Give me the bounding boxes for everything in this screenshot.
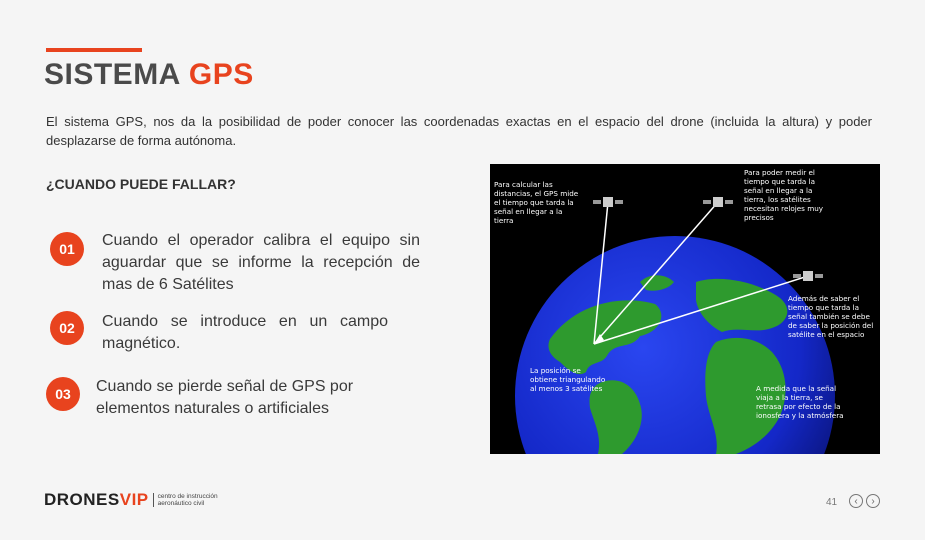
note-bottom-right: A medida que la señal viaja a la tierra, se retrasa por efecto de la ionosfera y la atmósfera: [756, 384, 844, 420]
logo-wordmark: [44, 490, 149, 510]
item-text-3: Cuando se pierde señal de GPS por elementos naturales o artificiales: [96, 378, 354, 417]
title-accent: GPS: [188, 58, 254, 91]
note-bottom-left: La posición se obtiene triangulando al menos 3 satélites: [530, 366, 606, 393]
note-top-left: Para calcular las distancias, el GPS mide el tiempo que tarda la señal en llegar a la tierra: [494, 180, 579, 225]
item-badge-1: 01: [50, 232, 84, 266]
satellite-icon-1: [593, 197, 623, 207]
title-main: SISTEMA: [44, 58, 181, 91]
intro-paragraph: El sistema GPS, nos da la posibilidad de poder conocer las coordenadas exactas en el espacio del drone (incluida la altura) y poder desplazarse de forma autónoma.: [46, 114, 872, 148]
note-top-right: Para poder medir el tiempo que tarda la señal en llegar a la tierra, los satélites necesitan relojes muy precisos: [744, 168, 824, 222]
item-badge-2: 02: [50, 311, 84, 345]
gps-illustration: [490, 164, 880, 454]
title-accent-bar: [46, 48, 142, 52]
subheading: ¿CUANDO PUEDE FALLAR?: [46, 176, 236, 192]
chevron-left-icon[interactable]: ‹: [849, 494, 863, 508]
slide-title: [44, 58, 254, 92]
logo-accent-text: VIP: [119, 490, 149, 509]
logo-main-text: DRONES: [44, 490, 120, 509]
note-mid-right: Además de saber el tiempo que tarda la señal también se debe de saber la posición del satélite en el espacio: [788, 294, 874, 339]
dronesvip-logo: [44, 490, 228, 510]
item-badge-3: 03: [46, 377, 80, 411]
item-text-1: Cuando el operador calibra el equipo sin aguardar que se informe la recepción de mas de 6 Satélites: [102, 232, 420, 293]
page-number: 41: [826, 497, 838, 508]
logo-tagline: centro de instrucción aeronáutico civil: [153, 493, 228, 507]
chevron-right-icon[interactable]: ›: [866, 494, 880, 508]
satellite-icon-2: [703, 197, 733, 207]
item-text-2: Cuando se introduce en un campo magnético.: [102, 313, 388, 352]
